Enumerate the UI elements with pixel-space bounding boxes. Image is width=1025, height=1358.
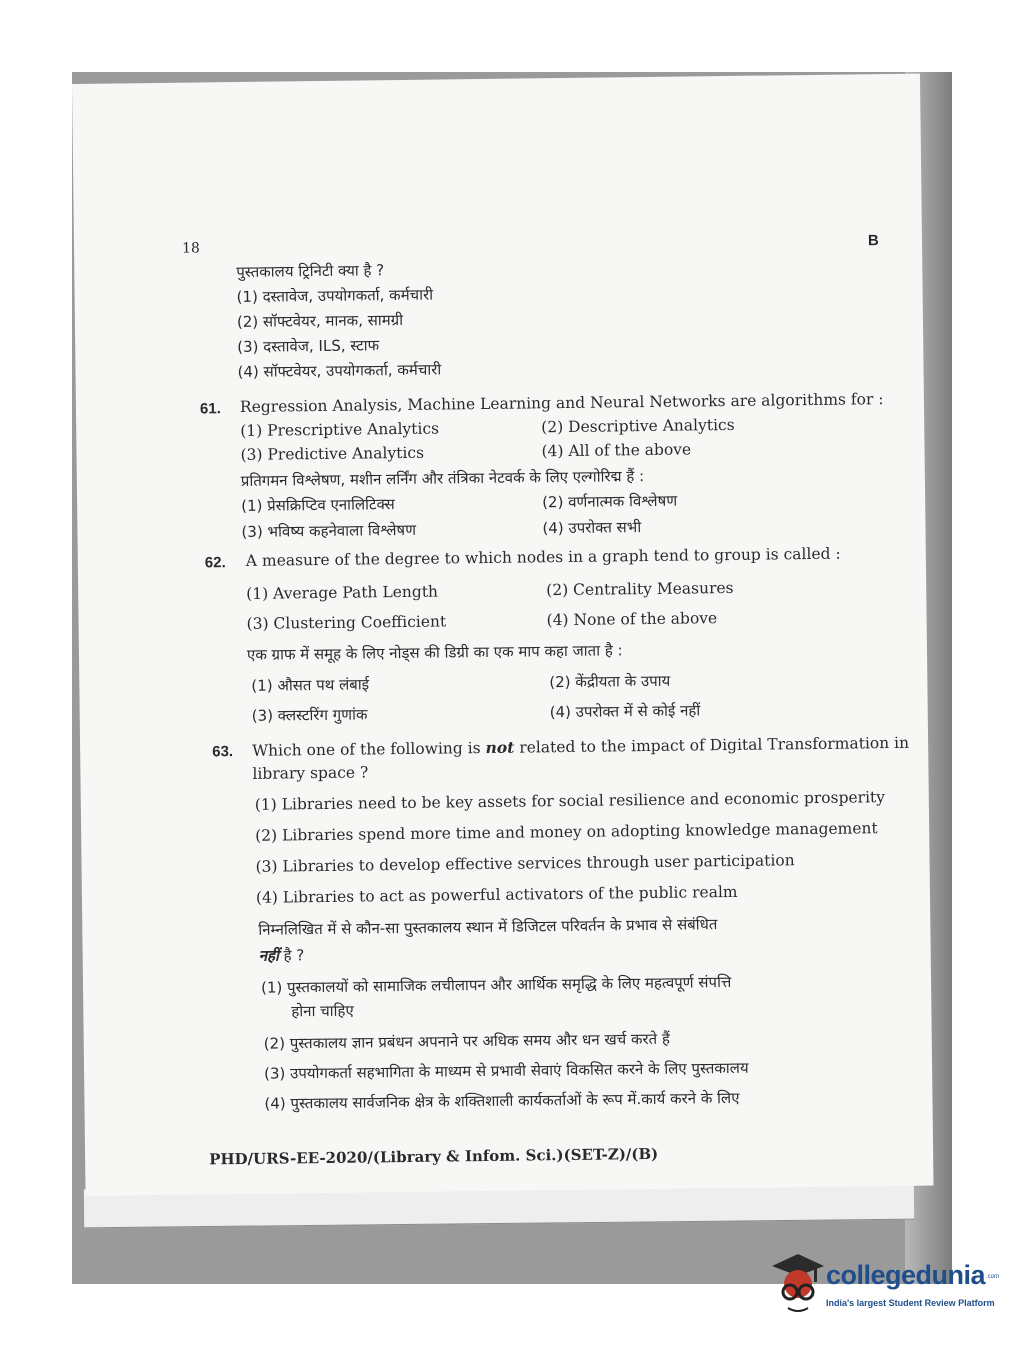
q62-option-3-hi: (3) क्लस्टरिंग गुणांक bbox=[251, 705, 368, 725]
q62-number: 62. bbox=[204, 554, 226, 572]
q63-nahin-emphasis: नहीं bbox=[258, 946, 279, 965]
q63-not-emphasis: not bbox=[485, 737, 515, 757]
q61-option-1-en: (1) Prescriptive Analytics bbox=[240, 419, 440, 440]
q63-option-4-en: (4) Libraries to act as powerful activators of the public realm bbox=[255, 882, 738, 907]
q62-option-4-hi: (4) उपरोक्त में से कोई नहीं bbox=[549, 701, 701, 722]
mascot-icon bbox=[768, 1252, 824, 1318]
q63-question-en-line2: library space ? bbox=[252, 763, 369, 783]
q62-option-1-en: (1) Average Path Length bbox=[246, 582, 439, 603]
q61-option-3-hi: (3) भविष्य कहनेवाला विश्लेषण bbox=[241, 520, 417, 541]
q63-option-1-hi-cont: होना चाहिए bbox=[291, 1001, 354, 1021]
q60-option-4-hi: (4) सॉफ्टवेयर, उपयोगकर्ता, कर्मचारी bbox=[237, 360, 442, 381]
q63-option-2-hi: (2) पुस्तकालय ज्ञान प्रबंधन अपनाने पर अधिक समय और धन खर्च करते हैं bbox=[263, 1029, 671, 1053]
q62-question-en: A measure of the degree to which nodes in a graph tend to group is called : bbox=[245, 544, 841, 570]
q62-option-3-en: (3) Clustering Coefficient bbox=[246, 612, 447, 633]
q63-option-1-en: (1) Libraries need to be key assets for social resilience and economic prosperity bbox=[254, 788, 886, 814]
q62-option-1-hi: (1) औसत पथ लंबाई bbox=[251, 675, 370, 695]
q62-option-2-hi: (2) केंद्रीयता के उपाय bbox=[549, 671, 671, 692]
q61-option-2-hi: (2) वर्णनात्मक विश्लेषण bbox=[542, 491, 678, 512]
q63-option-3-en: (3) Libraries to develop effective services through user participation bbox=[255, 851, 795, 876]
q61-option-3-en: (3) Predictive Analytics bbox=[240, 443, 425, 464]
q60-option-3-hi: (3) दस्तावेज, ILS, स्टाफ bbox=[237, 336, 380, 357]
q61-option-1-hi: (1) प्रेसक्रिप्टिव एनालिटिक्स bbox=[241, 495, 395, 515]
logo-wordmark: collegedunia bbox=[826, 1260, 986, 1290]
q61-number: 61. bbox=[199, 400, 221, 418]
q62-option-4-en: (4) None of the above bbox=[546, 609, 718, 630]
q61-option-2-en: (2) Descriptive Analytics bbox=[541, 415, 735, 437]
set-letter: B bbox=[867, 232, 879, 250]
logo-com: .com bbox=[986, 1274, 1000, 1280]
q63-number: 63. bbox=[212, 743, 234, 761]
q63-option-3-hi: (3) उपयोगकर्ता सहभागिता के माध्यम से प्रभावी सेवाएं विकसित करने के लिए पुस्तकालय bbox=[263, 1058, 749, 1083]
q62-question-hi: एक ग्राफ में समूह के लिए नोड्स की डिग्री का एक माप कहा जाता है : bbox=[246, 641, 623, 664]
q63-question-hi: निम्नलिखित में से कौन-सा पुस्तकालय स्थान में डिजिटल परिवर्तन के प्रभाव से संबंधित bbox=[258, 915, 718, 939]
q61-question-en: Regression Analysis, Machine Learning and Neural Networks are algorithms for : bbox=[239, 390, 884, 416]
q63-question-en: Which one of the following is not related to the impact of Digital Transformation in bbox=[252, 733, 910, 760]
exam-page bbox=[72, 74, 934, 1196]
page-footer: PHD/URS-EE-2020/(Library & Infom. Sci.)(SET-Z)/(B) bbox=[209, 1144, 659, 1169]
q61-option-4-en: (4) All of the above bbox=[541, 440, 692, 461]
q61-option-4-hi: (4) उपरोक्त सभी bbox=[542, 518, 642, 538]
q60-question-hi: पुस्तकालय ट्रिनिटी क्या है ? bbox=[236, 261, 385, 282]
q62-option-2-en: (2) Centrality Measures bbox=[546, 578, 734, 600]
q63-option-1-hi: (1) पुस्तकालयों को सामाजिक लचीलापन और आर्थिक समृद्धि के लिए महत्वपूर्ण संपत्ति bbox=[260, 973, 732, 997]
q60-option-2-hi: (2) सॉफ्टवेयर, मानक, सामग्री bbox=[236, 310, 404, 332]
q61-question-hi: प्रतिगमन विश्लेषण, मशीन लर्निंग और तंत्रिका नेटवर्क के लिए एल्गोरिद्म हैं : bbox=[240, 467, 645, 490]
collegedunia-logo bbox=[768, 1252, 998, 1322]
q60-option-1-hi: (1) दस्तावेज, उपयोगकर्ता, कर्मचारी bbox=[236, 285, 434, 307]
q63-option-2-en: (2) Libraries spend more time and money on adopting knowledge management bbox=[255, 819, 878, 845]
q63-question-hi-line2: नहीं है ? bbox=[258, 946, 305, 965]
logo-tagline: India's largest Student Review Platform bbox=[826, 1298, 995, 1308]
page-number: 18 bbox=[181, 240, 200, 257]
q63-option-4-hi: (4) पुस्तकालय सार्वजनिक क्षेत्र के शक्तिशाली कार्यकर्ताओं के रूप में.कार्य करने के लिए bbox=[264, 1088, 740, 1113]
